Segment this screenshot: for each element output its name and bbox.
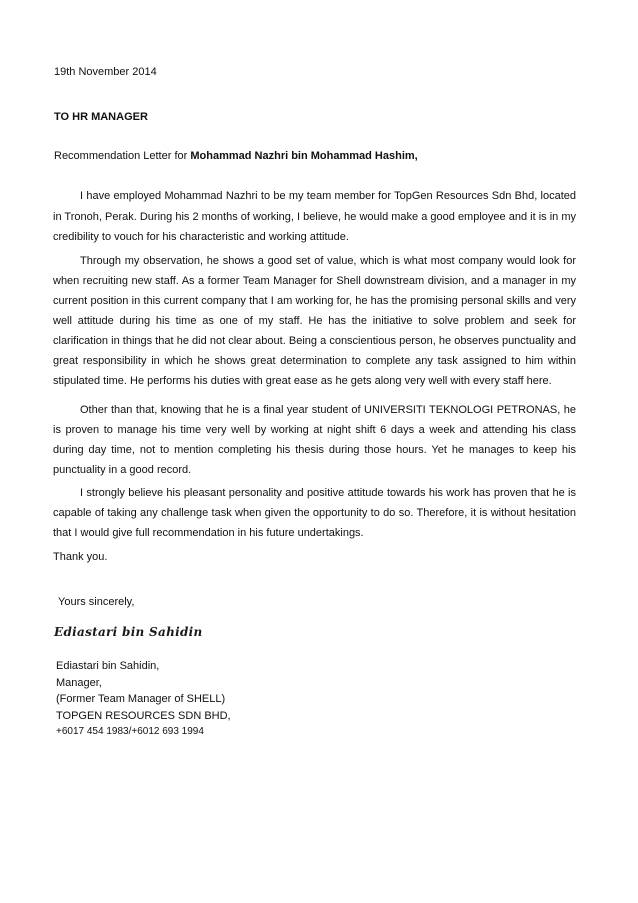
signatory-company: TOPGEN RESOURCES SDN BHD, (56, 709, 231, 722)
signatory-name: Ediastari bin Sahidin, (56, 660, 160, 672)
recipient-heading: TO HR MANAGER (54, 111, 148, 123)
signatory-phone: +6017 454 1983/+6012 693 1994 (56, 726, 204, 737)
subject-prefix: Recommendation Letter for (54, 150, 191, 162)
body-paragraph-4: I strongly believe his pleasant personality and positive attitude towards his work has proven that he is capable of taking any challenge task when given the opportunity to do so. Therefore, it is without hesitation that I would give full recommendation in his future undertakings. (53, 487, 576, 539)
subject-name: Mohammad Nazhri bin Mohammad Hashim, (190, 150, 418, 162)
body-paragraph-2: Through my observation, he shows a good set of value, which is what most company would look for when recruiting new staff. As a former Team Manager for Shell downstream division, and a manager in my current position in this current company that I am working for, he has the promising personal skills and very well attitude during his time as one of my staff. He has the initiative to solve problem and seek for clarification in things that he did not clear about. Being a conscientious person, he observes punctuality and great responsibility in which he shows great determination to complete any task assigned to him within stipulated time. He performs his duties with great ease as he gets along very well with every staff here. (53, 255, 576, 387)
letter-date: 19th November 2014 (54, 66, 157, 78)
body-paragraph-1: I have employed Mohammad Nazhri to be my team member for TopGen Resources Sdn Bhd, located in Tronoh, Perak. During his 2 months of working, I believe, he would make a good employee and it is in my credibility to vouch for his characteristic and working attitude. (53, 190, 576, 243)
signatory-details (56, 658, 231, 741)
signatory-former-role: (Former Team Manager of SHELL) (56, 693, 226, 705)
subject-line (54, 150, 418, 162)
closing-salutation: Yours sincerely, (58, 596, 135, 608)
handwritten-signature: Ediastari bin Sahidin (54, 625, 203, 639)
body-paragraph-3: Other than that, knowing that he is a final year student of UNIVERSITI TEKNOLOGI PETRONAS, he is proven to manage his time very well by working at night shift 6 days a week and attending his class during day time, not to mention completing his thesis during those hours. Yet he manages to keep his punctuality in a good record. (53, 404, 576, 476)
signatory-title: Manager, (56, 676, 102, 689)
thank-you-line: Thank you. (53, 551, 108, 563)
